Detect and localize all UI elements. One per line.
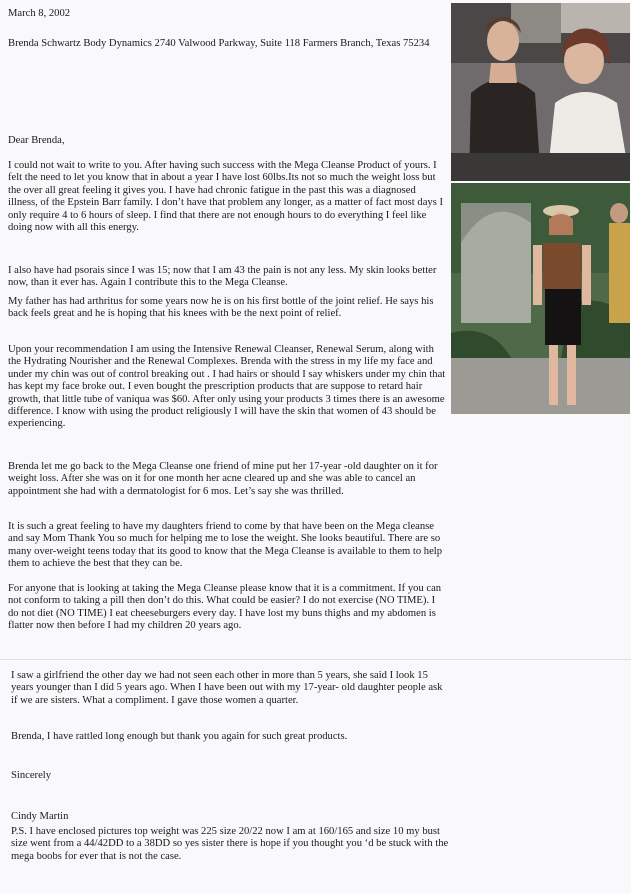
paragraph-9 <box>11 731 451 743</box>
recipient-street: 2740 Valwood Parkway, Suite 118 <box>154 38 301 49</box>
text-line: Brenda, I have rattled long enough but thank you again for such great products. <box>11 731 348 742</box>
text-line: I look 15 years younger than I did 5 years ago. When I have been out with my 17-year- <box>11 670 428 694</box>
text-line: in my life my face and under my chin was out of control breaking out . I had hairs or <box>8 356 433 380</box>
text-line: old daughter people ask if we are sisters. What a compliment. I gave those women a <box>11 682 443 706</box>
paragraph-4 <box>8 344 448 431</box>
paragraph-2 <box>8 265 448 290</box>
paragraph-8 <box>11 670 451 707</box>
signature-block <box>11 811 451 823</box>
text-line: daughter on it for weight loss. After she was on it for one month her acne cleared up and <box>8 461 438 485</box>
text-line: along with the Hydrating Nourisher and the Renewal Complexes. Brenda with the stress <box>8 344 434 368</box>
text-line: experiencing. <box>8 418 66 430</box>
paragraph-5 <box>8 461 448 498</box>
recipient-company: Body Dynamics <box>83 38 152 49</box>
text-line: day. I have lost my buns thighs and my abdomen is flatter now then before I had my <box>8 607 436 632</box>
text-line: Product of yours. I felt the need to let you know that in about a year I have lost 60lbs.Its <box>8 160 437 184</box>
paragraph-1 <box>8 160 448 234</box>
text-line: fatigue in the past this was a diagnosed illness, of the Epstein Barr family. I don’t have <box>8 184 416 209</box>
text-line: Brenda let me go back to the Mega Cleanse one friend of mine put her 17-year -old <box>8 461 362 472</box>
text-line: quarter. <box>266 694 299 706</box>
recipient-city: Farmers Branch, Texas 75234 <box>302 38 430 49</box>
text-line: I also have had psorais since I was 15; now that I am 43 the pain is not any less. My skin <box>8 265 385 276</box>
text-line: you thought you ‘d be stuck with the mega boobs for ever that is not the case. <box>11 838 449 862</box>
photo-woman-standing-icon <box>451 183 630 414</box>
text-line: that problem any longer, as a matter of fact most days I only require 4 to 6 hours of sleep. <box>8 197 443 221</box>
text-line: with using the product religiously I will have the skin that women of 43 should be <box>88 406 436 418</box>
text-line: not so much the weight loss but the over all great feeling it gives you. I have had chronic <box>8 172 436 196</box>
letter-date: March 8, 2002 <box>8 8 71 19</box>
text-line: My father has had arthritus for some years now he is on his first bottle of the joint relief. <box>8 296 383 307</box>
text-line: Mega Cleanse is available to them to help them to achieve the best that they can be. <box>8 545 443 570</box>
recipient-name: Brenda Schwartz <box>8 38 81 49</box>
text-line: children 20 years ago. <box>147 620 242 632</box>
text-line: was $60. After only using your products 3 times there is an awesome difference. I know <box>8 393 445 418</box>
text-line: looks beautiful. There are so many over-weight teens today that its good to know that the <box>8 533 441 557</box>
text-line: she was thrilled. <box>274 485 344 497</box>
postscript <box>11 826 451 863</box>
letter-header <box>8 8 448 20</box>
text-line: Upon your recommendation I am using the Intensive Renewal Cleanser, Renewal Serum, <box>8 344 387 355</box>
text-line: commitment. If you can not conform to taking a pill then don’t do this. What could be <box>8 583 442 607</box>
photo-collage <box>451 3 630 414</box>
paragraph-3 <box>8 296 448 321</box>
text-line: I could not wait to write to you. After having such success with the Mega Cleanse <box>8 160 355 171</box>
text-line: looks better now, than it ever has. Again I contribute this to the Mega Cleanse. <box>8 265 437 289</box>
page-seam <box>0 659 631 660</box>
text-line: P.S. I have enclosed pictures top weight was 225 size 20/22 now I am at 160/165 and <box>11 826 372 837</box>
salutation: Dear Brenda, <box>8 135 65 146</box>
photo-two-women-icon <box>451 3 630 181</box>
text-line: prescription products that are suppose to retard hair growth, that little tube of vaniqua <box>8 381 423 405</box>
text-line: He says his back feels great and he is hoping that his knees with be the next point of <box>8 296 434 320</box>
text-line: I saw a girlfriend the other day we had not seen each other in more than 5 years, she said <box>11 670 387 681</box>
text-line: should I say whiskers under my chin that has kept my face broke out. I even bought the <box>8 368 446 393</box>
text-line: easier? I do not exercise (NO TIME). I do not diet (NO TIME) I eat cheeseburgers every <box>8 595 436 619</box>
closing: Sincerely <box>11 770 52 781</box>
text-line: size 10 my bust size went from a 44/42DD to a 38DD so yes sister there is hope if <box>11 826 440 850</box>
closing-block <box>11 770 451 782</box>
text-line: energy. <box>108 222 139 234</box>
text-line: Mega cleanse and say Mom Thank You so much for helping me to lose the weight. She <box>8 521 434 545</box>
text-line: she was able to cancel an appointment she had with a dermatologist for 6 mos. Let’s say <box>8 473 416 497</box>
paragraph-7 <box>8 583 448 633</box>
text-line: relief. <box>316 308 342 320</box>
text-line: I find that there are not enough hours to do everything I feel like doing now with all this <box>8 209 427 234</box>
signature-name: Cindy Martin <box>11 811 69 822</box>
text-line: It is such a great feeling to have my daughters friend to come by that have been on the <box>8 521 374 532</box>
text-line: For anyone that is looking at taking the Mega Cleanse please know that it is a <box>8 583 337 594</box>
recipient-address <box>8 38 448 50</box>
salutation-block <box>8 135 448 147</box>
paragraph-6 <box>8 521 448 571</box>
